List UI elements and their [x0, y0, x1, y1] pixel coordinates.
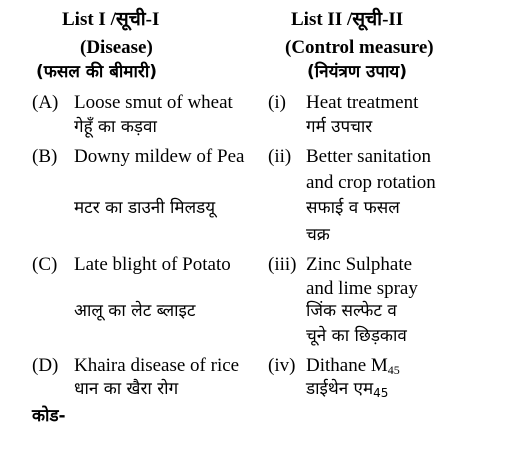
list2-item-iii-line3: जिंक सल्फेट व — [306, 301, 397, 321]
list1-item-a-label: (A) — [32, 92, 59, 113]
list2-item-ii-label: (ii) — [268, 146, 292, 167]
list2-item-iv-line2-base: डाईथेन एम — [306, 379, 374, 399]
list1-item-b-en: Downy mildew of Pea — [74, 146, 245, 167]
list1-item-a-en: Loose smut of wheat — [74, 92, 233, 113]
list2-item-iii-line4: चूने का छिड़काव — [306, 326, 407, 346]
list2-item-iv-line1 — [306, 356, 400, 375]
list2-item-ii-line3: सफाई व फसल — [306, 198, 400, 218]
list1-title: List I /सूची-I — [62, 9, 160, 30]
list2-item-ii-line2: and crop rotation — [306, 172, 436, 193]
list1-item-b-hi: मटर का डाउनी मिलडयू — [74, 198, 216, 218]
list1-item-d-en: Khaira disease of rice — [74, 355, 240, 376]
list1-subtitle-en: (Disease) — [80, 37, 153, 58]
list2-item-iii-line2: and lime spray — [306, 278, 418, 299]
list2-item-ii-line1: Better sanitation — [306, 146, 432, 167]
list2-item-iv-line2-sub: 45 — [373, 386, 389, 400]
list1-item-d-label: (D) — [32, 355, 59, 376]
list2-item-iv-label: (iv) — [268, 355, 296, 376]
list1-item-a-hi: गेहूँ का कड़वा — [74, 117, 157, 137]
list1-item-c-hi: आलू का लेट ब्लाइट — [74, 301, 196, 321]
list2-item-iv-line1-sub: 45 — [387, 363, 400, 377]
list2-item-i-label: (i) — [268, 92, 286, 113]
list1-subtitle-hi: (फसल की बीमारी) — [36, 62, 157, 82]
list2-item-iv-line1-base: Dithane M — [306, 355, 388, 376]
list2-subtitle-en: (Control measure) — [285, 37, 434, 58]
code-label: कोड- — [32, 406, 66, 426]
list2-item-i-line2: गर्म उपचार — [306, 117, 373, 137]
list2-subtitle-hi: (नियंत्रण उपाय) — [307, 62, 408, 82]
list2-item-i-line1: Heat treatment — [306, 92, 419, 113]
list2-item-iv-line2 — [306, 381, 388, 398]
list2-item-iii-line1: Zinc Sulphate — [306, 254, 413, 275]
list2-item-ii-line4: चक्र — [306, 225, 330, 245]
list1-item-c-label: (C) — [32, 254, 58, 275]
list1-item-c-en: Late blight of Potato — [74, 254, 231, 275]
list1-item-d-hi: धान का खैरा रोग — [74, 379, 179, 399]
list2-item-iii-label: (iii) — [268, 254, 297, 275]
list1-item-b-label: (B) — [32, 146, 58, 167]
list2-title: List II /सूची-II — [291, 9, 404, 30]
